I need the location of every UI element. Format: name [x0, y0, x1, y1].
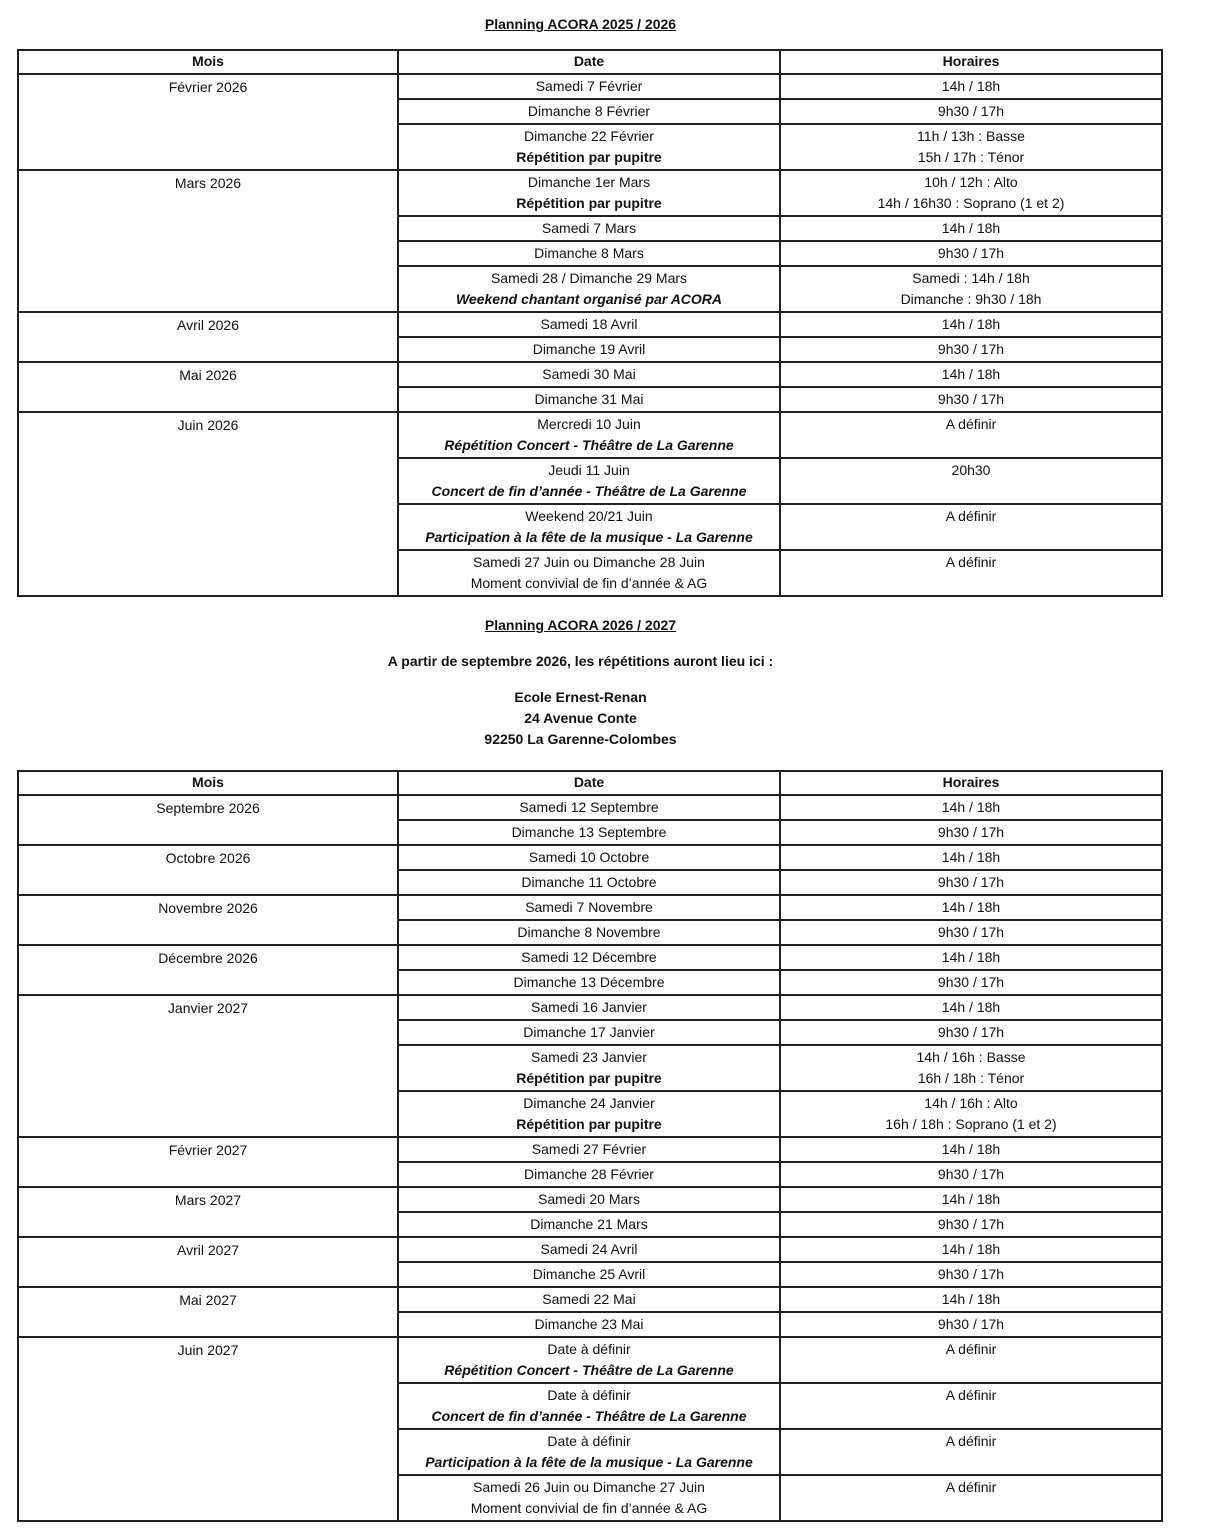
horaires-cell [780, 1091, 1162, 1137]
horaires-cell [780, 266, 1162, 312]
month-cell: Janvier 2027 [18, 995, 398, 1137]
horaire-text: 20h30 [951, 462, 991, 478]
table-row [18, 412, 1162, 458]
date-cell [398, 1262, 780, 1287]
date-text: Dimanche 13 Septembre [511, 824, 667, 840]
date-cell [398, 1212, 780, 1237]
date-cell [398, 124, 780, 170]
horaires-cell [780, 387, 1162, 412]
date-text: Dimanche 25 Avril [532, 1266, 646, 1282]
date-cell [398, 387, 780, 412]
date-text: Mercredi 10 Juin [537, 416, 641, 432]
planning-table-2025-2026 [17, 49, 1163, 597]
horaire-text: 14h / 18h [941, 949, 1001, 965]
horaires-cell [780, 1187, 1162, 1212]
horaires-cell [780, 1475, 1162, 1521]
date-cell [398, 1045, 780, 1091]
table-row [18, 895, 1162, 920]
date-text: Samedi 7 Novembre [525, 899, 653, 915]
table-row [18, 312, 1162, 337]
date-cell [398, 795, 780, 820]
horaire-text: A définir [945, 508, 997, 524]
date-cell [398, 1429, 780, 1475]
date-cell [398, 820, 780, 845]
horaires-cell [780, 945, 1162, 970]
horaire-text: 9h30 / 17h [937, 1024, 1005, 1040]
date-text: Samedi 28 / Dimanche 29 Mars [490, 270, 688, 286]
header-mois: Mois [18, 50, 398, 74]
date-text: Samedi 12 Septembre [519, 799, 659, 815]
date-text: Dimanche 19 Avril [532, 341, 646, 357]
horaire-text: 9h30 / 17h [937, 341, 1005, 357]
month-cell: Avril 2026 [18, 312, 398, 362]
planning-title-2025-2026: Planning ACORA 2025 / 2026 [484, 16, 677, 32]
horaires-cell [780, 74, 1162, 99]
horaires-cell [780, 550, 1162, 596]
event-description: Moment convivial de fin d’année & AG [470, 575, 708, 591]
month-cell: Juin 2027 [18, 1337, 398, 1521]
event-description: Weekend chantant organisé par ACORA [455, 291, 723, 307]
date-text: Dimanche 8 Novembre [517, 924, 661, 940]
date-cell [398, 337, 780, 362]
event-description: Concert de fin d’année - Théâtre de La Garenne [431, 483, 747, 499]
date-cell [398, 74, 780, 99]
horaire-text: A définir [945, 1433, 997, 1449]
horaires-cell [780, 895, 1162, 920]
date-text: Samedi 18 Avril [540, 316, 638, 332]
event-description: Participation à la fête de la musique - La Garenne [425, 529, 753, 545]
month-cell: Mars 2026 [18, 170, 398, 312]
horaire-text: 16h / 18h : Ténor [917, 1070, 1025, 1086]
location-address [0, 687, 1161, 750]
horaire-text: 14h / 18h [941, 1141, 1001, 1157]
header-date: Date [398, 50, 780, 74]
date-cell [398, 895, 780, 920]
header-horaires: Horaires [780, 50, 1162, 74]
date-cell [398, 1091, 780, 1137]
horaires-cell [780, 99, 1162, 124]
horaires-cell [780, 920, 1162, 945]
table-row [18, 170, 1162, 216]
horaire-text: A définir [945, 1387, 997, 1403]
horaire-text: A définir [945, 416, 997, 432]
horaire-text: 9h30 / 17h [937, 1166, 1005, 1182]
horaire-text: 9h30 / 17h [937, 391, 1005, 407]
horaires-cell [780, 820, 1162, 845]
month-cell: Novembre 2026 [18, 895, 398, 945]
horaire-text: 9h30 / 17h [937, 924, 1005, 940]
date-text: Jeudi 11 Juin [548, 462, 630, 478]
date-cell [398, 1312, 780, 1337]
horaire-text: 14h / 16h : Alto [924, 1095, 1018, 1111]
horaires-cell [780, 970, 1162, 995]
horaires-cell [780, 995, 1162, 1020]
date-cell [398, 1187, 780, 1212]
date-text: Samedi 7 Février [535, 78, 643, 94]
horaires-cell [780, 1383, 1162, 1429]
horaires-cell [780, 870, 1162, 895]
horaires-cell [780, 1212, 1162, 1237]
date-cell [398, 870, 780, 895]
month-cell: Octobre 2026 [18, 845, 398, 895]
date-cell [398, 945, 780, 970]
horaire-text: 14h / 18h [941, 799, 1001, 815]
table-row [18, 1187, 1162, 1212]
date-text: Dimanche 1er Mars [527, 174, 651, 190]
date-cell [398, 1475, 780, 1521]
horaires-cell [780, 458, 1162, 504]
date-text: Dimanche 23 Mai [534, 1316, 644, 1332]
horaire-text: A définir [945, 554, 997, 570]
date-text: Samedi 27 Juin ou Dimanche 28 Juin [473, 554, 705, 570]
date-cell [398, 362, 780, 387]
horaire-text: 14h / 18h [941, 999, 1001, 1015]
date-text: Dimanche 31 Mai [534, 391, 644, 407]
event-description: Répétition par pupitre [516, 195, 662, 211]
horaires-cell [780, 845, 1162, 870]
horaire-text: 9h30 / 17h [937, 245, 1005, 261]
table-row [18, 845, 1162, 870]
header-mois: Mois [18, 771, 398, 795]
horaire-text: 14h / 18h [941, 1291, 1001, 1307]
event-description: Moment convivial de fin d’année & AG [470, 1500, 708, 1516]
event-description: Participation à la fête de la musique - La Garenne [425, 1454, 753, 1470]
month-cell: Mai 2027 [18, 1287, 398, 1337]
date-text: Samedi 24 Avril [540, 1241, 638, 1257]
horaire-text: 16h / 18h : Soprano (1 et 2) [885, 1116, 1057, 1132]
date-cell [398, 995, 780, 1020]
date-cell [398, 1137, 780, 1162]
horaire-text: 14h / 18h [941, 1191, 1001, 1207]
horaire-text: 9h30 / 17h [937, 824, 1005, 840]
date-text: Dimanche 21 Mars [530, 1216, 648, 1232]
horaire-text: 14h / 18h [941, 849, 1001, 865]
horaires-cell [780, 1337, 1162, 1383]
date-text: Weekend 20/21 Juin [525, 508, 653, 524]
table-row [18, 995, 1162, 1020]
date-cell [398, 99, 780, 124]
horaires-cell [780, 362, 1162, 387]
horaires-cell [780, 124, 1162, 170]
horaires-cell [780, 216, 1162, 241]
event-description: Répétition Concert - Théâtre de La Garenne [444, 1362, 734, 1378]
table-row [18, 1337, 1162, 1383]
horaire-text: 9h30 / 17h [937, 874, 1005, 890]
horaires-cell [780, 1237, 1162, 1262]
horaire-text: 9h30 / 17h [937, 974, 1005, 990]
horaire-text: 14h / 18h [941, 220, 1001, 236]
horaire-text: 15h / 17h : Ténor [917, 149, 1025, 165]
horaire-text: Samedi : 14h / 18h [912, 270, 1030, 286]
month-cell: Février 2026 [18, 74, 398, 170]
month-cell: Juin 2026 [18, 412, 398, 596]
address-line-street: 24 Avenue Conte [524, 710, 637, 726]
date-cell [398, 550, 780, 596]
date-text: Samedi 20 Mars [538, 1191, 640, 1207]
table-row [18, 795, 1162, 820]
horaire-text: 14h / 18h [941, 366, 1001, 382]
month-cell: Avril 2027 [18, 1237, 398, 1287]
horaires-cell [780, 170, 1162, 216]
date-text: Samedi 10 Octobre [528, 849, 650, 865]
event-description: Répétition par pupitre [516, 1070, 662, 1086]
date-text: Samedi 26 Juin ou Dimanche 27 Juin [473, 1479, 705, 1495]
horaire-text: A définir [945, 1479, 997, 1495]
date-cell [398, 1337, 780, 1383]
table-header-row [18, 50, 1162, 74]
horaire-text: 14h / 18h [941, 78, 1001, 94]
horaires-cell [780, 1162, 1162, 1187]
table-row [18, 1287, 1162, 1312]
horaire-text: A définir [945, 1341, 997, 1357]
date-cell [398, 1287, 780, 1312]
date-text: Samedi 12 Décembre [521, 949, 657, 965]
horaire-text: 14h / 18h [941, 1241, 1001, 1257]
date-text: Samedi 27 Février [531, 1141, 647, 1157]
month-cell: Septembre 2026 [18, 795, 398, 845]
date-text: Dimanche 8 Mars [534, 245, 644, 261]
address-line-school: Ecole Ernest-Renan [514, 689, 647, 705]
date-cell [398, 1162, 780, 1187]
planning-title-2026-2027: Planning ACORA 2026 / 2027 [484, 617, 677, 633]
horaire-text: 11h / 13h : Basse [917, 128, 1025, 144]
horaire-text: 14h / 18h [941, 899, 1001, 915]
horaires-cell [780, 412, 1162, 458]
event-description: Répétition Concert - Théâtre de La Garenne [444, 437, 734, 453]
address-line-city: 92250 La Garenne-Colombes [484, 731, 677, 747]
horaires-cell [780, 312, 1162, 337]
date-text: Dimanche 24 Janvier [523, 1095, 655, 1111]
date-cell [398, 504, 780, 550]
date-cell [398, 1383, 780, 1429]
date-text: Samedi 22 Mai [542, 1291, 636, 1307]
date-text: Date à définir [547, 1387, 631, 1403]
horaire-text: 9h30 / 17h [937, 1216, 1005, 1232]
date-text: Dimanche 8 Février [527, 103, 651, 119]
header-horaires: Horaires [780, 771, 1162, 795]
table-row [18, 74, 1162, 99]
date-cell [398, 1237, 780, 1262]
table-row [18, 1137, 1162, 1162]
month-cell: Décembre 2026 [18, 945, 398, 995]
date-cell [398, 170, 780, 216]
planning-table-2026-2027 [17, 770, 1163, 1522]
date-text: Dimanche 28 Février [524, 1166, 654, 1182]
date-cell [398, 312, 780, 337]
horaires-cell [780, 795, 1162, 820]
horaires-cell [780, 1287, 1162, 1312]
date-text: Dimanche 17 Janvier [523, 1024, 655, 1040]
month-cell: Mars 2027 [18, 1187, 398, 1237]
horaire-text: 14h / 18h [941, 316, 1001, 332]
date-cell [398, 970, 780, 995]
event-description: Répétition par pupitre [516, 149, 662, 165]
horaire-text: 14h / 16h : Basse [916, 1049, 1026, 1065]
horaire-text: 9h30 / 17h [937, 103, 1005, 119]
horaires-cell [780, 1137, 1162, 1162]
date-text: Date à définir [547, 1433, 631, 1449]
event-description: Répétition par pupitre [516, 1116, 662, 1132]
date-cell [398, 241, 780, 266]
date-cell [398, 266, 780, 312]
horaires-cell [780, 504, 1162, 550]
horaires-cell [780, 1262, 1162, 1287]
date-cell [398, 1020, 780, 1045]
month-cell: Février 2027 [18, 1137, 398, 1187]
date-text: Samedi 7 Mars [541, 220, 637, 236]
date-cell [398, 458, 780, 504]
date-cell [398, 412, 780, 458]
horaire-text: 14h / 16h30 : Soprano (1 et 2) [877, 195, 1065, 211]
date-text: Date à définir [547, 1341, 631, 1357]
horaires-cell [780, 337, 1162, 362]
table-row [18, 945, 1162, 970]
horaire-text: Dimanche : 9h30 / 18h [900, 291, 1042, 307]
date-cell [398, 845, 780, 870]
date-cell [398, 216, 780, 241]
date-text: Dimanche 11 Octobre [521, 874, 657, 890]
date-text: Dimanche 13 Décembre [513, 974, 665, 990]
date-text: Samedi 16 Janvier [531, 999, 647, 1015]
date-text: Samedi 30 Mai [542, 366, 636, 382]
date-text: Samedi 23 Janvier [531, 1049, 647, 1065]
table-header-row [18, 771, 1162, 795]
header-date: Date [398, 771, 780, 795]
horaire-text: 10h / 12h : Alto [924, 174, 1018, 190]
horaires-cell [780, 241, 1162, 266]
horaires-cell [780, 1429, 1162, 1475]
horaires-cell [780, 1020, 1162, 1045]
month-cell: Mai 2026 [18, 362, 398, 412]
table-row [18, 362, 1162, 387]
location-intro: A partir de septembre 2026, les répétitions auront lieu ici : [387, 653, 774, 669]
table-row [18, 1237, 1162, 1262]
horaire-text: 9h30 / 17h [937, 1266, 1005, 1282]
date-text: Dimanche 22 Février [524, 128, 654, 144]
event-description: Concert de fin d’année - Théâtre de La Garenne [431, 1408, 747, 1424]
date-cell [398, 920, 780, 945]
horaires-cell [780, 1312, 1162, 1337]
horaires-cell [780, 1045, 1162, 1091]
horaire-text: 9h30 / 17h [937, 1316, 1005, 1332]
